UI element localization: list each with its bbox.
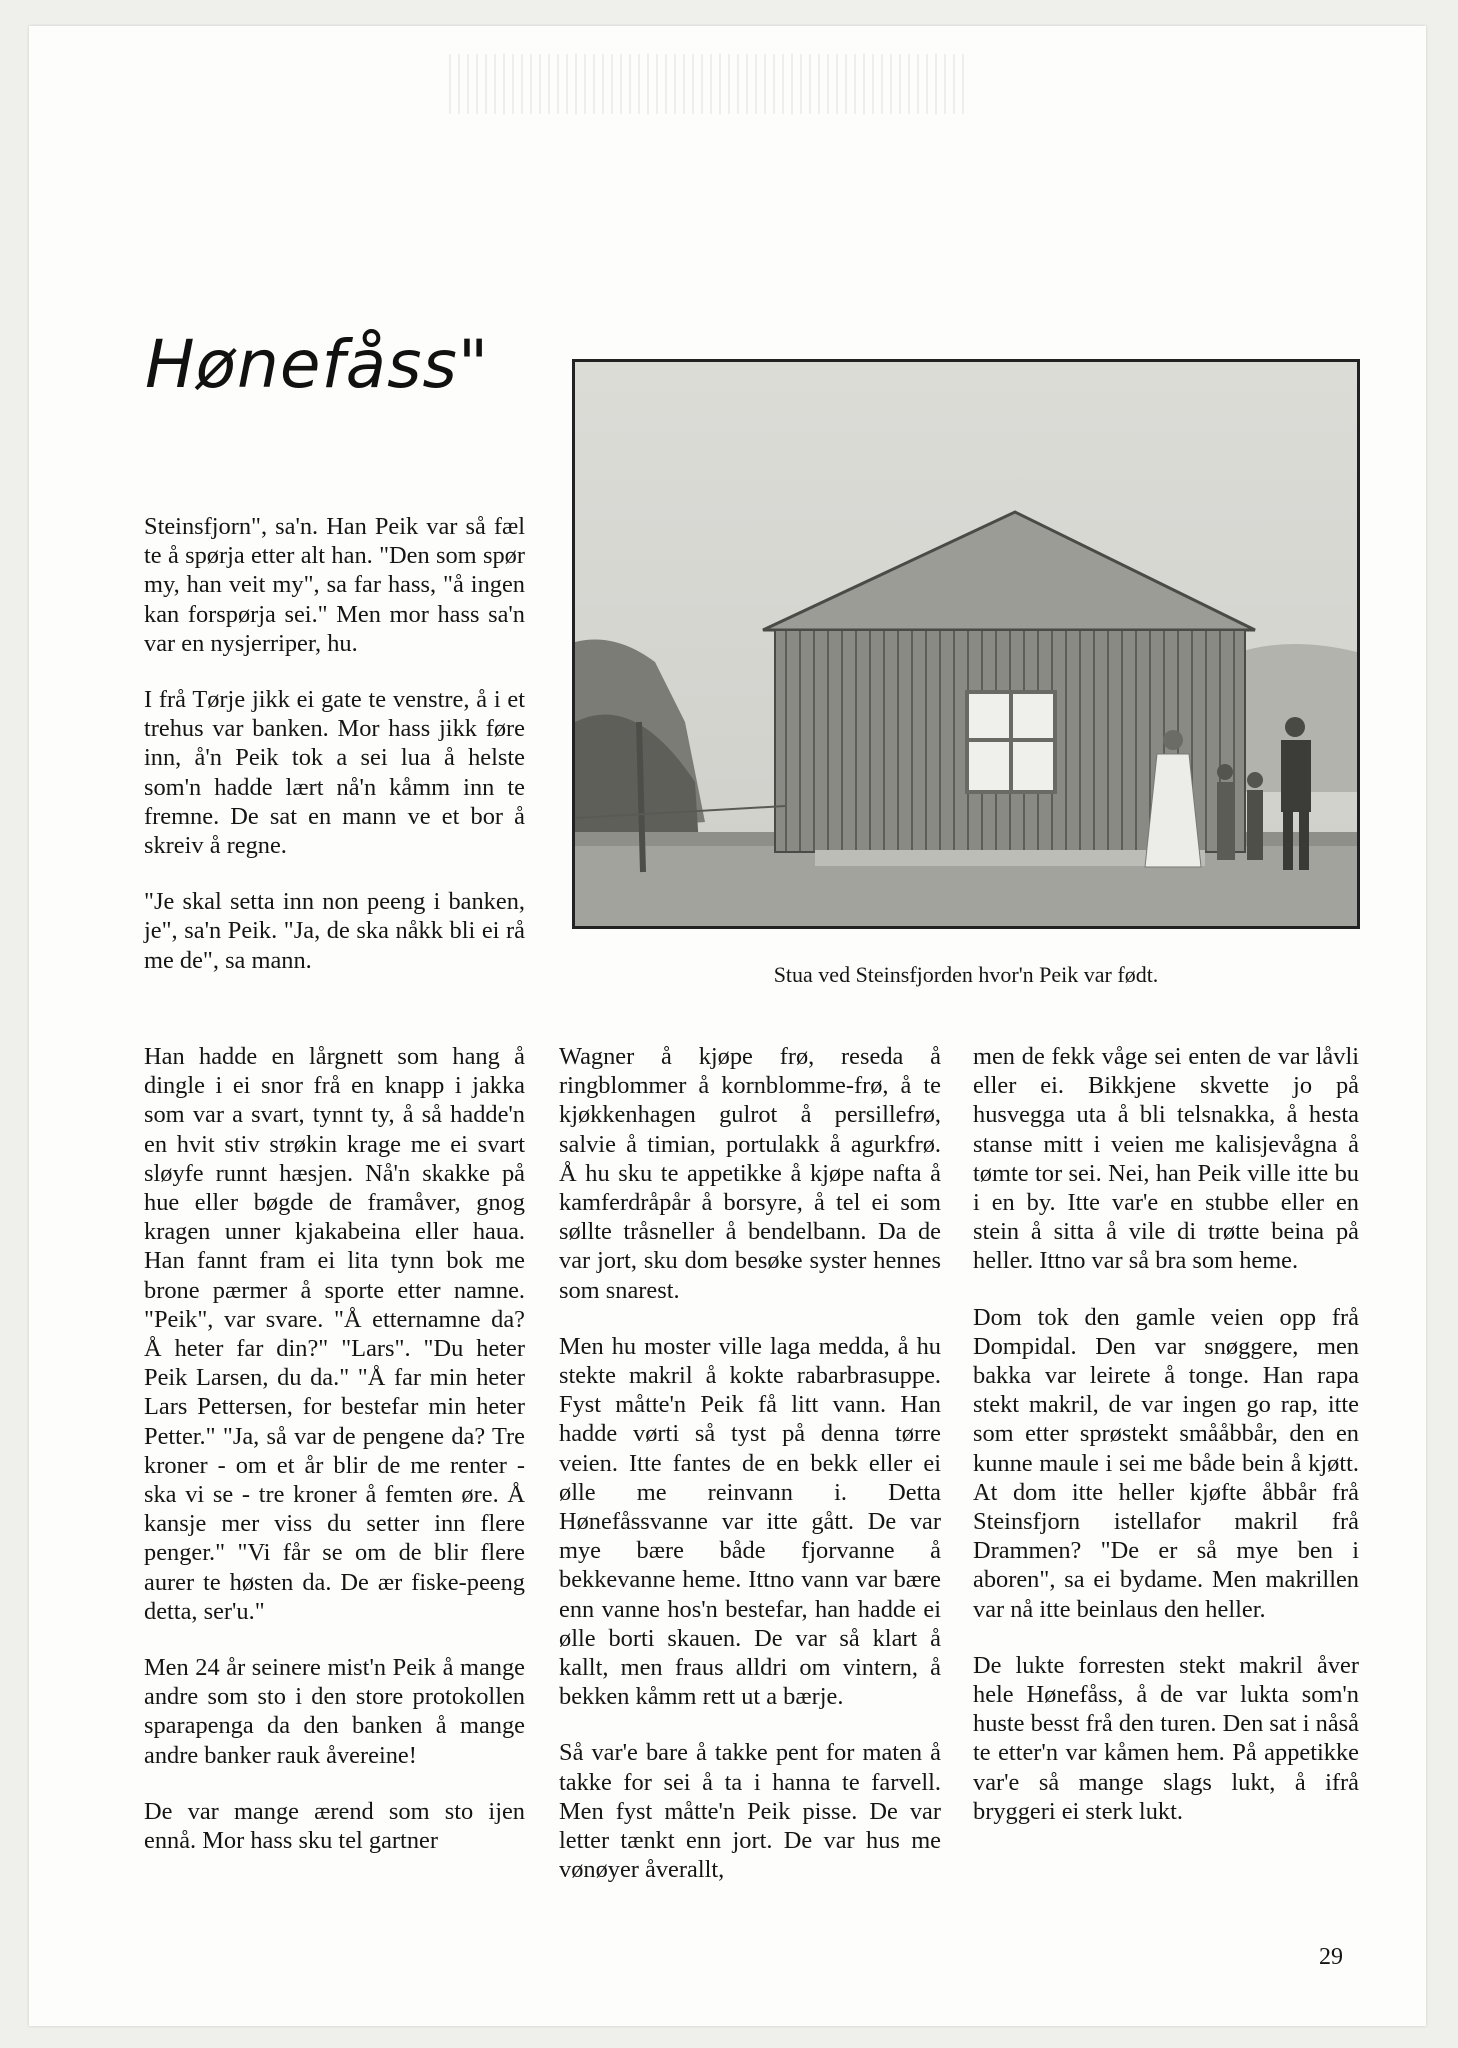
text-column-1 xyxy=(144,1042,525,1855)
paragraph: men de fekk våge sei enten de var låvli eller ei. Bikkjene skvette jo på husvegga uta å bli telsnakka, å hesta stanse mitt i veien me kalisjevågna å tømte tor sei. Nei, han Peik ville itte bu i en by. Itte var'e en stubbe eller en stein å sitta å vile di trøtte beina på heller. Ittno var så bra som heme. xyxy=(973,1043,1359,1275)
paragraph: Wagner å kjøpe frø, reseda å ringblommer å kornblomme-frø, å te kjøkkenhagen gulrot å persillefrø, salvie å timian, portulakk å agurkfrø. Å hu sku te appetikke å kjøpe nafta å kamferdråpår å borsyre, å tel ei som søllte tråsneller å bendelbann. Da de var jort, sku dom besøke syster hennes som snarest. xyxy=(559,1043,941,1304)
text-column-intro xyxy=(144,512,525,975)
paragraph: Dom tok den gamle veien opp frå Dompidal. Den var snøggere, men bakka var leirete å tonge. Han rapa stekt makril, de var ingen go rap, itte som etter sprøstekt smååbbår, den en kunne maule i sei me både bein å kjøtt. At dom itte heller kjøfte åbbår frå Steinsfjorn istellafor makril frå Drammen? "De er så mye ben i aboren", sa ei bydame. Men makrillen var nå itte beinlaus den heller. xyxy=(973,1303,1359,1623)
page-number: 29 xyxy=(1319,1944,1343,1970)
paragraph: Så var'e bare å takke pent for maten å takke for sei å ta i hanna te farvell. Men fyst måtte'n Peik pisse. De var letter tænkt enn jort. De var hus me vønøyer åverallt, xyxy=(559,1739,941,1884)
page-title: Hønefåss" xyxy=(145,326,490,403)
paragraph: I frå Tørje jikk ei gate te venstre, å i et trehus var banken. Mor hass jikk føre inn, å'n Peik tok a sei lua å helste som'n hadde lært nå'n kåmm inn te fremne. De sat en mann ve et bor å skreiv å regne. xyxy=(144,686,525,860)
house-photo xyxy=(572,359,1360,929)
photo-caption: Stua ved Steinsfjorden hvor'n Peik var født. xyxy=(773,962,1159,987)
paragraph: Men 24 år seinere mist'n Peik å mange andre som sto i den store protokollen sparapenga da den banken å mange andre banker rauk åvereine! xyxy=(144,1654,525,1769)
paragraph: De lukte forresten stekt makril åver hele Hønefåss, å de var lukta som'n huste besst frå den turen. Den sat i nåså te etter'n var kåmen hem. På appetikke var'e så mange slags lukt, å ifrå bryggeri ei sterk lukt. xyxy=(973,1651,1359,1825)
paragraph: De var mange ærend som sto ijen ennå. Mor hass sku tel gartner xyxy=(144,1797,525,1855)
text-column-3 xyxy=(973,1042,1359,1826)
paragraph: Han hadde en lårgnett som hang å dingle i ei snor frå en knapp i jakka som var a svart, tynnt ty, å så hadde'n en hvit stiv strøkin krage me ei svart sløyfe runnt hæsjen. Nå'n skakke på hue eller bøgde de framåver, gnog kragen unner kjakabeina eller haua. Han fannt fram ei lita tynn bok me brone pærmer å sporte etter namne. "Peik", var svare. "Å etternamne da? Å heter far din?" "Lars". "Du heter Peik Larsen, du da." "Å far min heter Lars Pettersen, for bestefar min heter Petter." "Ja, så var de pengene da? Tre kroner - om et år blir de me renter - ska vi se - tre kroner å femten øre. Å kansje mer viss du setter inn flere penger." "Vi får se om de blir flere aurer te høsten da. De ær fiske-peeng detta, ser'u." xyxy=(144,1043,525,1625)
paragraph: Men hu moster ville laga medda, å hu stekte makril å kokte rabarbrasuppe. Fyst måtte'n Peik få litt vann. Han hadde vørti så tyst på denna tørre veien. Itte fantes de en bekk eller ei ølle me reinvann i. Detta Hønefåssvanne var itte gått. De var mye bære både fjorvanne å bekkevanne heme. Ittno vann var bære enn vanne hos'n bestefar, han hadde ei ølle borti skauen. De var så klart å kallt, men fraus alldri om vintern, å bekken kåmm rett ut a bærje. xyxy=(559,1332,941,1711)
scan-artifact xyxy=(449,54,969,114)
paragraph: "Je skal setta inn non peeng i banken, je", sa'n Peik. "Ja, de ska nåkk bli ei rå me de", sa mann. xyxy=(144,888,525,974)
house-photo-illustration xyxy=(575,362,1357,926)
text-column-2 xyxy=(559,1042,941,1884)
page xyxy=(29,26,1426,2026)
paragraph: Steinsfjorn", sa'n. Han Peik var så fæl te å spørja etter alt han. "Den som spør my, han veit my", sa far hass, "å ingen kan forspørja sei." Men mor hass sa'n var en nysjerriper, hu. xyxy=(144,513,525,657)
fence-post xyxy=(639,722,643,872)
